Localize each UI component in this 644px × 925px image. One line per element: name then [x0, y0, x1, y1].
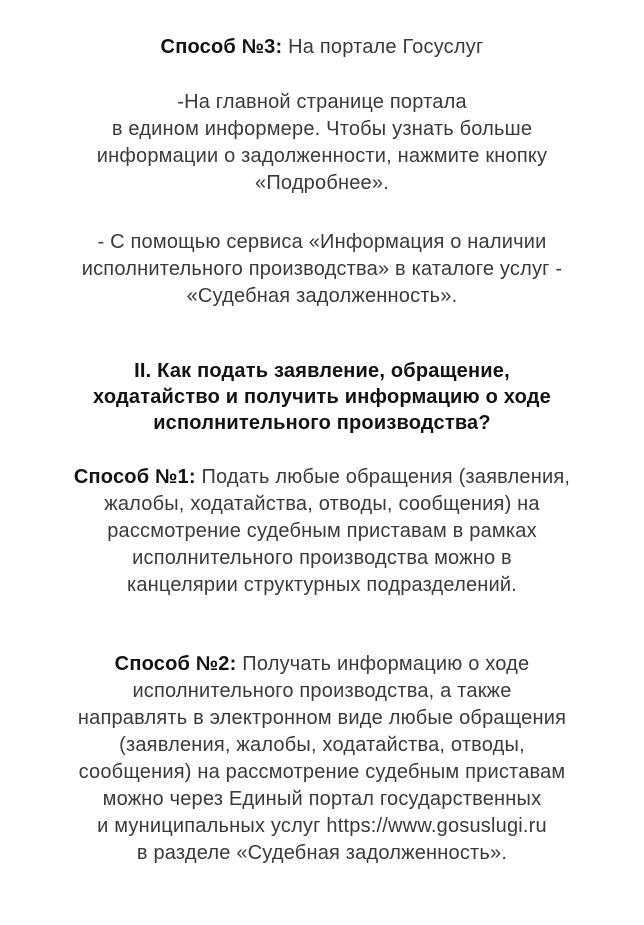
paragraph-line: можно через Единый портал государственных [102, 788, 542, 810]
way2-url-prefix: и муниципальных услуг [97, 815, 321, 837]
way2-label: Способ №2: [114, 653, 237, 675]
heading-line: исполнительного производства? [153, 412, 491, 434]
heading-line: ходатайство и получить информацию о ходе [93, 386, 551, 408]
paragraph-line: жалобы, ходатайства, отводы, сообщения) на [104, 493, 540, 515]
paragraph-line: канцелярии структурных подразделений. [126, 574, 518, 596]
paragraph-line: направлять в электронном виде любые обращения [77, 707, 567, 729]
gosuslugi-link[interactable]: https://www.gosuslugi.ru [326, 815, 547, 837]
paragraph-line: в разделе «Судебная задолженность». [136, 842, 508, 864]
paragraph-line: -На главной странице портала [177, 91, 467, 113]
way1-first-line-text: Подать любые обращения (заявления, [201, 466, 571, 488]
way2-paragraph [24, 651, 620, 867]
paragraph-line: (заявления, жалобы, ходатайства, отводы, [119, 734, 525, 756]
paragraph-line: исполнительного производства» в каталоге услуг - [81, 258, 563, 280]
way1-paragraph [24, 464, 620, 599]
paragraph-line: исполнительного производства, а также [132, 680, 512, 702]
way2-first-line-text: Получать информацию о ходе [242, 653, 530, 675]
paragraph-line: «Судебная задолженность». [186, 285, 458, 307]
paragraph-line: в едином информере. Чтобы узнать больше [111, 118, 533, 140]
way3-text: На портале Госуслуг [288, 36, 484, 58]
service-paragraph [24, 229, 620, 310]
way1-label: Способ №1: [73, 466, 196, 488]
way3-label: Способ №3: [160, 36, 283, 58]
heading-line: II. Как подать заявление, обращение, [134, 360, 510, 382]
informer-paragraph [24, 89, 620, 197]
section-2-heading [24, 358, 620, 436]
paragraph-line: «Подробнее». [255, 172, 389, 194]
way3-heading [24, 34, 620, 61]
paragraph-line: исполнительного производства можно в [132, 547, 512, 569]
paragraph-line: - С помощью сервиса «Информация о наличии [97, 231, 547, 253]
paragraph-line: рассмотрение судебным приставам в рамках [107, 520, 537, 542]
paragraph-line: сообщения) на рассмотрение судебным приставам [78, 761, 566, 783]
paragraph-line: информации о задолженности, нажмите кнопку [96, 145, 548, 167]
